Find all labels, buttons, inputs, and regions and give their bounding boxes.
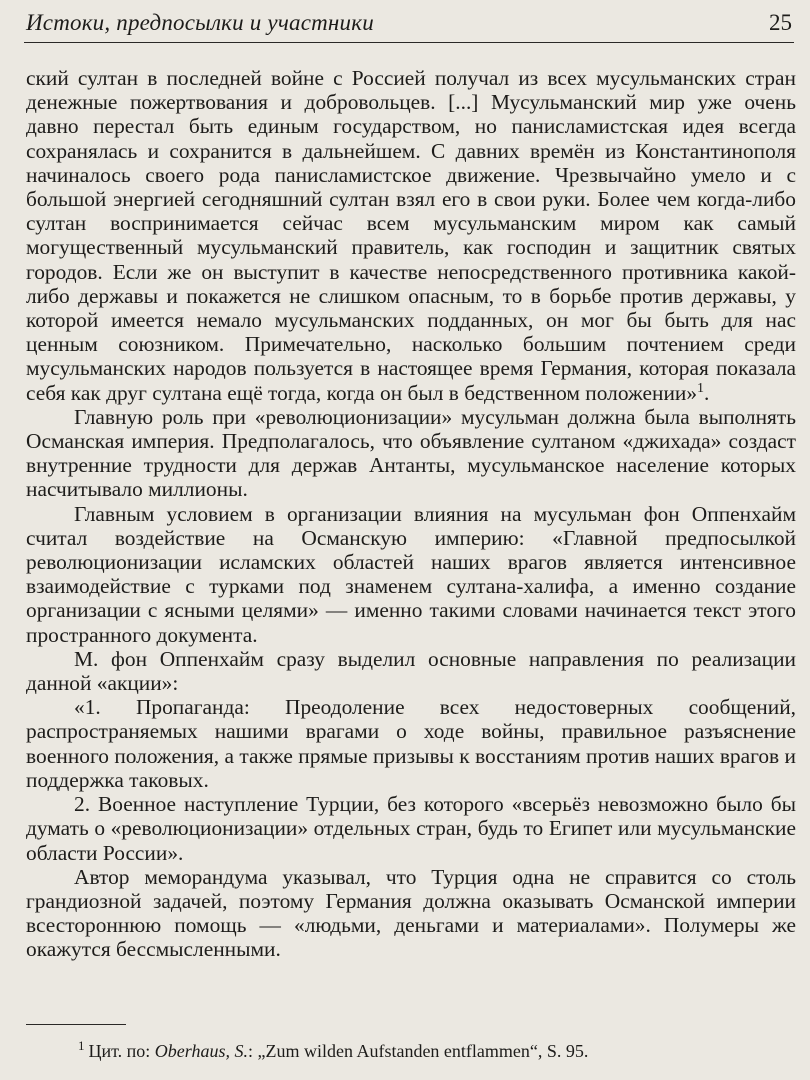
paragraph-tail: . bbox=[704, 380, 710, 405]
quote-paragraph: 2. Военное наступление Турции, без которого «всерьёз невозможно было бы думать о «революционизации» отдельных стран, будь то Египет или мусульманские области России». bbox=[26, 792, 796, 865]
paragraph-text: ский султан в последней войне с Россией получал из всех мусульманских стран денежные пожертвования и добровольцев. [...] Мусульманский мир уже очень давно перестал быть единым государством, но панисламистская идея всегда сохранялась и сохранится в дальнейшем. С давних времён из Константинополя начиналось своего рода панисламистское движение. Чрезвычайно умело и с большой энергией сегодняшний султан взял его в свои руки. Более чем когда-либо султан воспринимается сейчас всем мусульманским миром как самый могущественный мусульманский правитель, как господин и защитник святых городов. Если же он выступит в качестве непосредственного противника какой-либо державы и покажется не слишком опасным, то в борьбе против державы, у которой имеется немало мусульманских подданных, он мог бы быть для нас ценным союзником. Примечательно, насколько большим почтением среди мусульманских народов пользуется в настоящее время Германия, которая показала себя как друг султана ещё тогда, когда он был в бедственном положении» bbox=[26, 66, 796, 405]
footnote-reference[interactable]: 1 bbox=[697, 380, 705, 396]
running-title: Истоки, предпосылки и участники bbox=[26, 10, 374, 35]
paragraph-continuation bbox=[26, 66, 796, 405]
footnote-prefix: Цит. по: bbox=[88, 1041, 155, 1061]
footnote-divider bbox=[26, 1024, 126, 1025]
paragraph: Автор меморандума указывал, что Турция одна не справится со столь грандиозной задачей, поэтому Германия должна оказывать Османской империи всестороннюю помощь — «людьми, деньгами и материалами». Полумеры же окажутся бессмысленными. bbox=[26, 864, 796, 962]
paragraph: Главным условием в организации влияния на мусульман фон Оппенхайм считал воздействие на Османскую империю: «Главной предпосылкой революционизации исламских областей наших врагов является интенсивное взаимодействие с турками под знаменем султана-халифа, а именно создание организации с ясными целями» — именно такими словами начинается текст этого пространного документа. bbox=[26, 501, 796, 647]
paragraph: Главную роль при «революционизации» мусульман должна была выполнять Османская империя. Предполагалось, что объявление султаном «джихада» создаст внутренние трудности для держав Антанты, мусульманское население которых насчитывало миллионы. bbox=[26, 404, 796, 502]
page-header bbox=[24, 6, 794, 43]
footnote bbox=[78, 1040, 588, 1062]
footnote-mark: 1 bbox=[78, 1038, 85, 1053]
body-text bbox=[26, 66, 796, 962]
page-number: 25 bbox=[769, 10, 792, 35]
footnote-title: : „Zum wilden Aufstanden entflammen“, S. 95. bbox=[247, 1041, 589, 1061]
footnote-author: Oberhaus, S. bbox=[154, 1041, 248, 1061]
paragraph: М. фон Оппенхайм сразу выделил основные направления по реализации данной «акции»: bbox=[26, 646, 796, 696]
quote-paragraph: «1. Пропаганда: Преодоление всех недостоверных сообщений, распространяемых нашими врагами о ходе войны, правильное разъяснение военного положения, а также прямые призывы к восстаниям против наших врагов и поддержка таковых. bbox=[26, 695, 796, 792]
